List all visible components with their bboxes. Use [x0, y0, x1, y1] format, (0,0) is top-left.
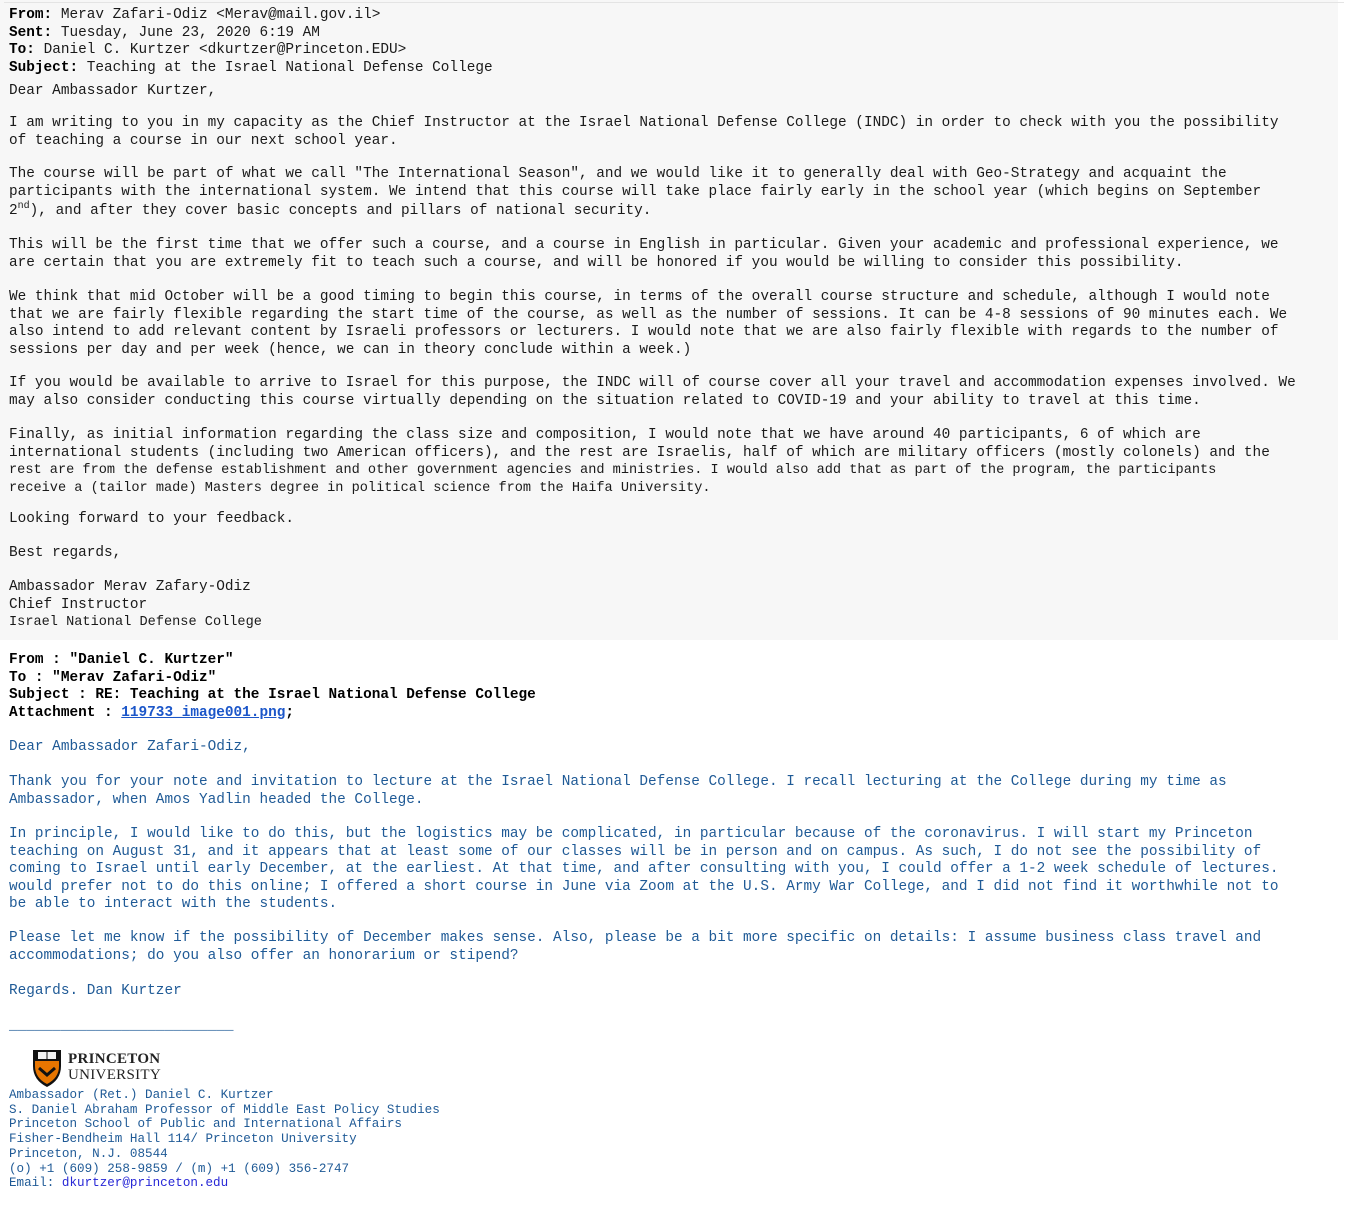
signature-line: Ambassador Merav Zafary-Odiz — [9, 579, 251, 595]
reply-greeting — [9, 739, 1339, 757]
paragraph-line: rest are from the defense establishment and other government agencies and ministries. I would also add that as part of the program, the participants — [9, 463, 1217, 478]
signature-email-row — [9, 1176, 1339, 1191]
paragraph-line: The course will be part of what we call "The International Season", and we would like it to generally deal with Geo-Strategy and acquaint the — [9, 166, 1227, 182]
paragraph-line: If you would be available to arrive to Israel for this purpose, the INDC will of course cover all your travel and accommodation expenses involved. We — [9, 375, 1296, 391]
subject-label: Subject — [9, 59, 70, 76]
original-para-1 — [9, 115, 1339, 150]
signature-line: Chief Instructor — [9, 596, 148, 613]
original-sent-row: Sent: Tuesday, June 23, 2020 6:19 AM — [9, 24, 320, 41]
sent-value: Tuesday, June 23, 2020 6:19 AM — [60, 24, 320, 41]
paragraph-line: coming to Israel until early December, at the earliest. At that time, and after consulting with you, I could offer a 1-2 week schedule of lectures. — [9, 861, 1279, 877]
original-body — [9, 83, 1339, 101]
top-divider — [4, 2, 1344, 3]
signature-line: Israel National Defense College — [9, 615, 262, 630]
original-para-5 — [9, 375, 1339, 410]
original-signature — [9, 579, 1339, 632]
original-regards — [9, 545, 1339, 563]
subject-value: Teaching at the Israel National Defense College — [86, 59, 493, 76]
email-link[interactable]: dkurtzer@princeton.edu — [61, 1176, 229, 1191]
original-greeting: Dear Ambassador Kurtzer, — [9, 83, 217, 99]
paragraph-line: 2nd), and after they cover basic concepts and pillars of national security. — [9, 201, 652, 219]
paragraph-line: Please let me know if the possibility of December makes sense. Also, please be a bit more specific on details: I assume business class travel and — [9, 930, 1262, 946]
paragraph-line: This will be the first time that we offer such a course, and a course in English in particular. Given your academic and professional experience, we — [9, 237, 1279, 253]
original-from-row: From: Merav Zafari-Odiz <Merav@mail.gov.il> — [9, 7, 381, 23]
paragraph-line: In principle, I would like to do this, but the logistics may be complicated, in particular because of the coronavirus. I will start my Princeton — [9, 826, 1253, 842]
signature-line: Ambassador (Ret.) Daniel C. Kurtzer — [9, 1088, 274, 1102]
signature-line: (o) +1 (609) 258-9859 / (m) +1 (609) 356-2747 — [9, 1161, 350, 1176]
original-para-6 — [9, 427, 1339, 497]
logo-princeton: PRINCETON — [68, 1051, 161, 1067]
reply-header — [9, 652, 1339, 722]
original-para-2 — [9, 166, 1339, 221]
original-header — [9, 7, 1339, 77]
paragraph-line: of teaching a course in our next school year. — [9, 132, 398, 149]
paragraph-line: also intend to add relevant content by Israeli professors or lecturers. I would note that we are also fairly flexible with regards to the number of — [9, 324, 1279, 340]
paragraph-line: Thank you for your note and invitation to lecture at the Israel National Defense College. I recall lecturing at the College during my time as — [9, 774, 1227, 790]
reply-para-3 — [9, 930, 1339, 965]
reply-closing-text: Regards. Dan Kurtzer — [9, 983, 182, 999]
paragraph-line: accommodations; do you also offer an honorarium or stipend? — [9, 947, 519, 964]
reply-from-row: From : "Daniel C. Kurtzer" — [9, 652, 234, 668]
divider-line: __________________________ — [9, 1018, 234, 1034]
paragraph-line: be able to interact with the students. — [9, 896, 338, 912]
from-label: From — [9, 7, 44, 23]
reply-to-row: To : "Merav Zafari-Odiz" — [9, 669, 217, 686]
signature-line: Princeton, N.J. 08544 — [9, 1146, 168, 1161]
closing-line: Looking forward to your feedback. — [9, 511, 294, 527]
paragraph-line: teaching on August 31, and it appears that at least some of our classes will be in person and on campus. As such, I do not see the possibility of — [9, 843, 1262, 860]
signature-line: S. Daniel Abraham Professor of Middle East Policy Studies — [9, 1102, 440, 1117]
reply-closing — [9, 983, 1339, 1001]
paragraph-line: are certain that you are extremely fit to teach such a course, and will be honored if you would be willing to consider this possibility. — [9, 254, 1184, 271]
original-para-4 — [9, 289, 1339, 359]
paragraph-line: sessions per day and per week (hence, we can in theory conclude within a week.) — [9, 341, 692, 358]
reply-para-1 — [9, 774, 1339, 809]
to-label: To — [9, 42, 27, 58]
reply-subject-row: Subject : RE: Teaching at the Israel National Defense College — [9, 687, 536, 703]
closing-line: Best regards, — [9, 545, 122, 561]
paragraph-line: I am writing to you in my capacity as the Chief Instructor at the Israel National Defense College (INDC) in order to check with you the possibility — [9, 115, 1279, 131]
signature-divider — [9, 1018, 1339, 1036]
paragraph-line: international students (including two American officers), and the rest are Israelis, half of which are military officers (mostly colonels) and the — [9, 444, 1270, 461]
kurtzer-signature — [9, 1088, 1339, 1191]
paragraph-line: Ambassador, when Amos Yadlin headed the College. — [9, 791, 424, 808]
paragraph-line: participants with the international system. We intend that this course will take place fairly early in the school year (which begins on September — [9, 183, 1262, 200]
signature-line: Fisher-Bendheim Hall 114/ Princeton University — [9, 1132, 357, 1147]
original-to-row: To: Daniel C. Kurtzer <dkurtzer@Princeton.EDU> — [9, 42, 407, 58]
original-para-3 — [9, 237, 1339, 272]
princeton-logo — [32, 1048, 232, 1088]
reply-para-2 — [9, 826, 1339, 914]
paragraph-line: that we are fairly flexible regarding the start time of the course, as well as the number of sessions. It can be 4-8 sessions of 90 minutes each. We — [9, 306, 1288, 323]
email-label: Email: — [9, 1176, 62, 1191]
paragraph-line: receive a (tailor made) Masters degree in political science from the Haifa University. — [9, 480, 711, 496]
paragraph-line: would prefer not to do this online; I offered a short course in June via Zoom at the U.S. Army War College, and I did not find it worthwhile not to — [9, 878, 1279, 895]
logo-university: UNIVERSITY — [68, 1067, 161, 1083]
original-closing — [9, 511, 1339, 529]
paragraph-line: Finally, as initial information regarding the class size and composition, I would note that we have around 40 participants, 6 of which are — [9, 427, 1201, 443]
reply-greeting-text: Dear Ambassador Zafari-Odiz, — [9, 739, 251, 755]
logo-text — [68, 1051, 161, 1083]
to-value: Daniel C. Kurtzer <dkurtzer@Princeton.EDU> — [43, 42, 407, 58]
original-subject-row: Subject: Teaching at the Israel National Defense College — [9, 59, 493, 76]
attachment-label: Attachment : — [9, 704, 122, 721]
princeton-shield-icon — [32, 1048, 62, 1088]
paragraph-line: may also consider conducting this course virtually depending on the situation related to COVID-19 and your ability to travel at this time. — [9, 392, 1201, 409]
reply-attachment-row: Attachment : 119733_image001.png; — [9, 704, 294, 721]
paragraph-line: We think that mid October will be a good timing to begin this course, in terms of the overall course structure and schedule, although I would note — [9, 289, 1270, 305]
attachment-link[interactable]: 119733_image001.png — [121, 704, 286, 721]
signature-line: Princeton School of Public and International Affairs — [9, 1117, 402, 1132]
sent-label: Sent — [9, 24, 44, 41]
from-value: Merav Zafari-Odiz <Merav@mail.gov.il> — [60, 7, 381, 23]
